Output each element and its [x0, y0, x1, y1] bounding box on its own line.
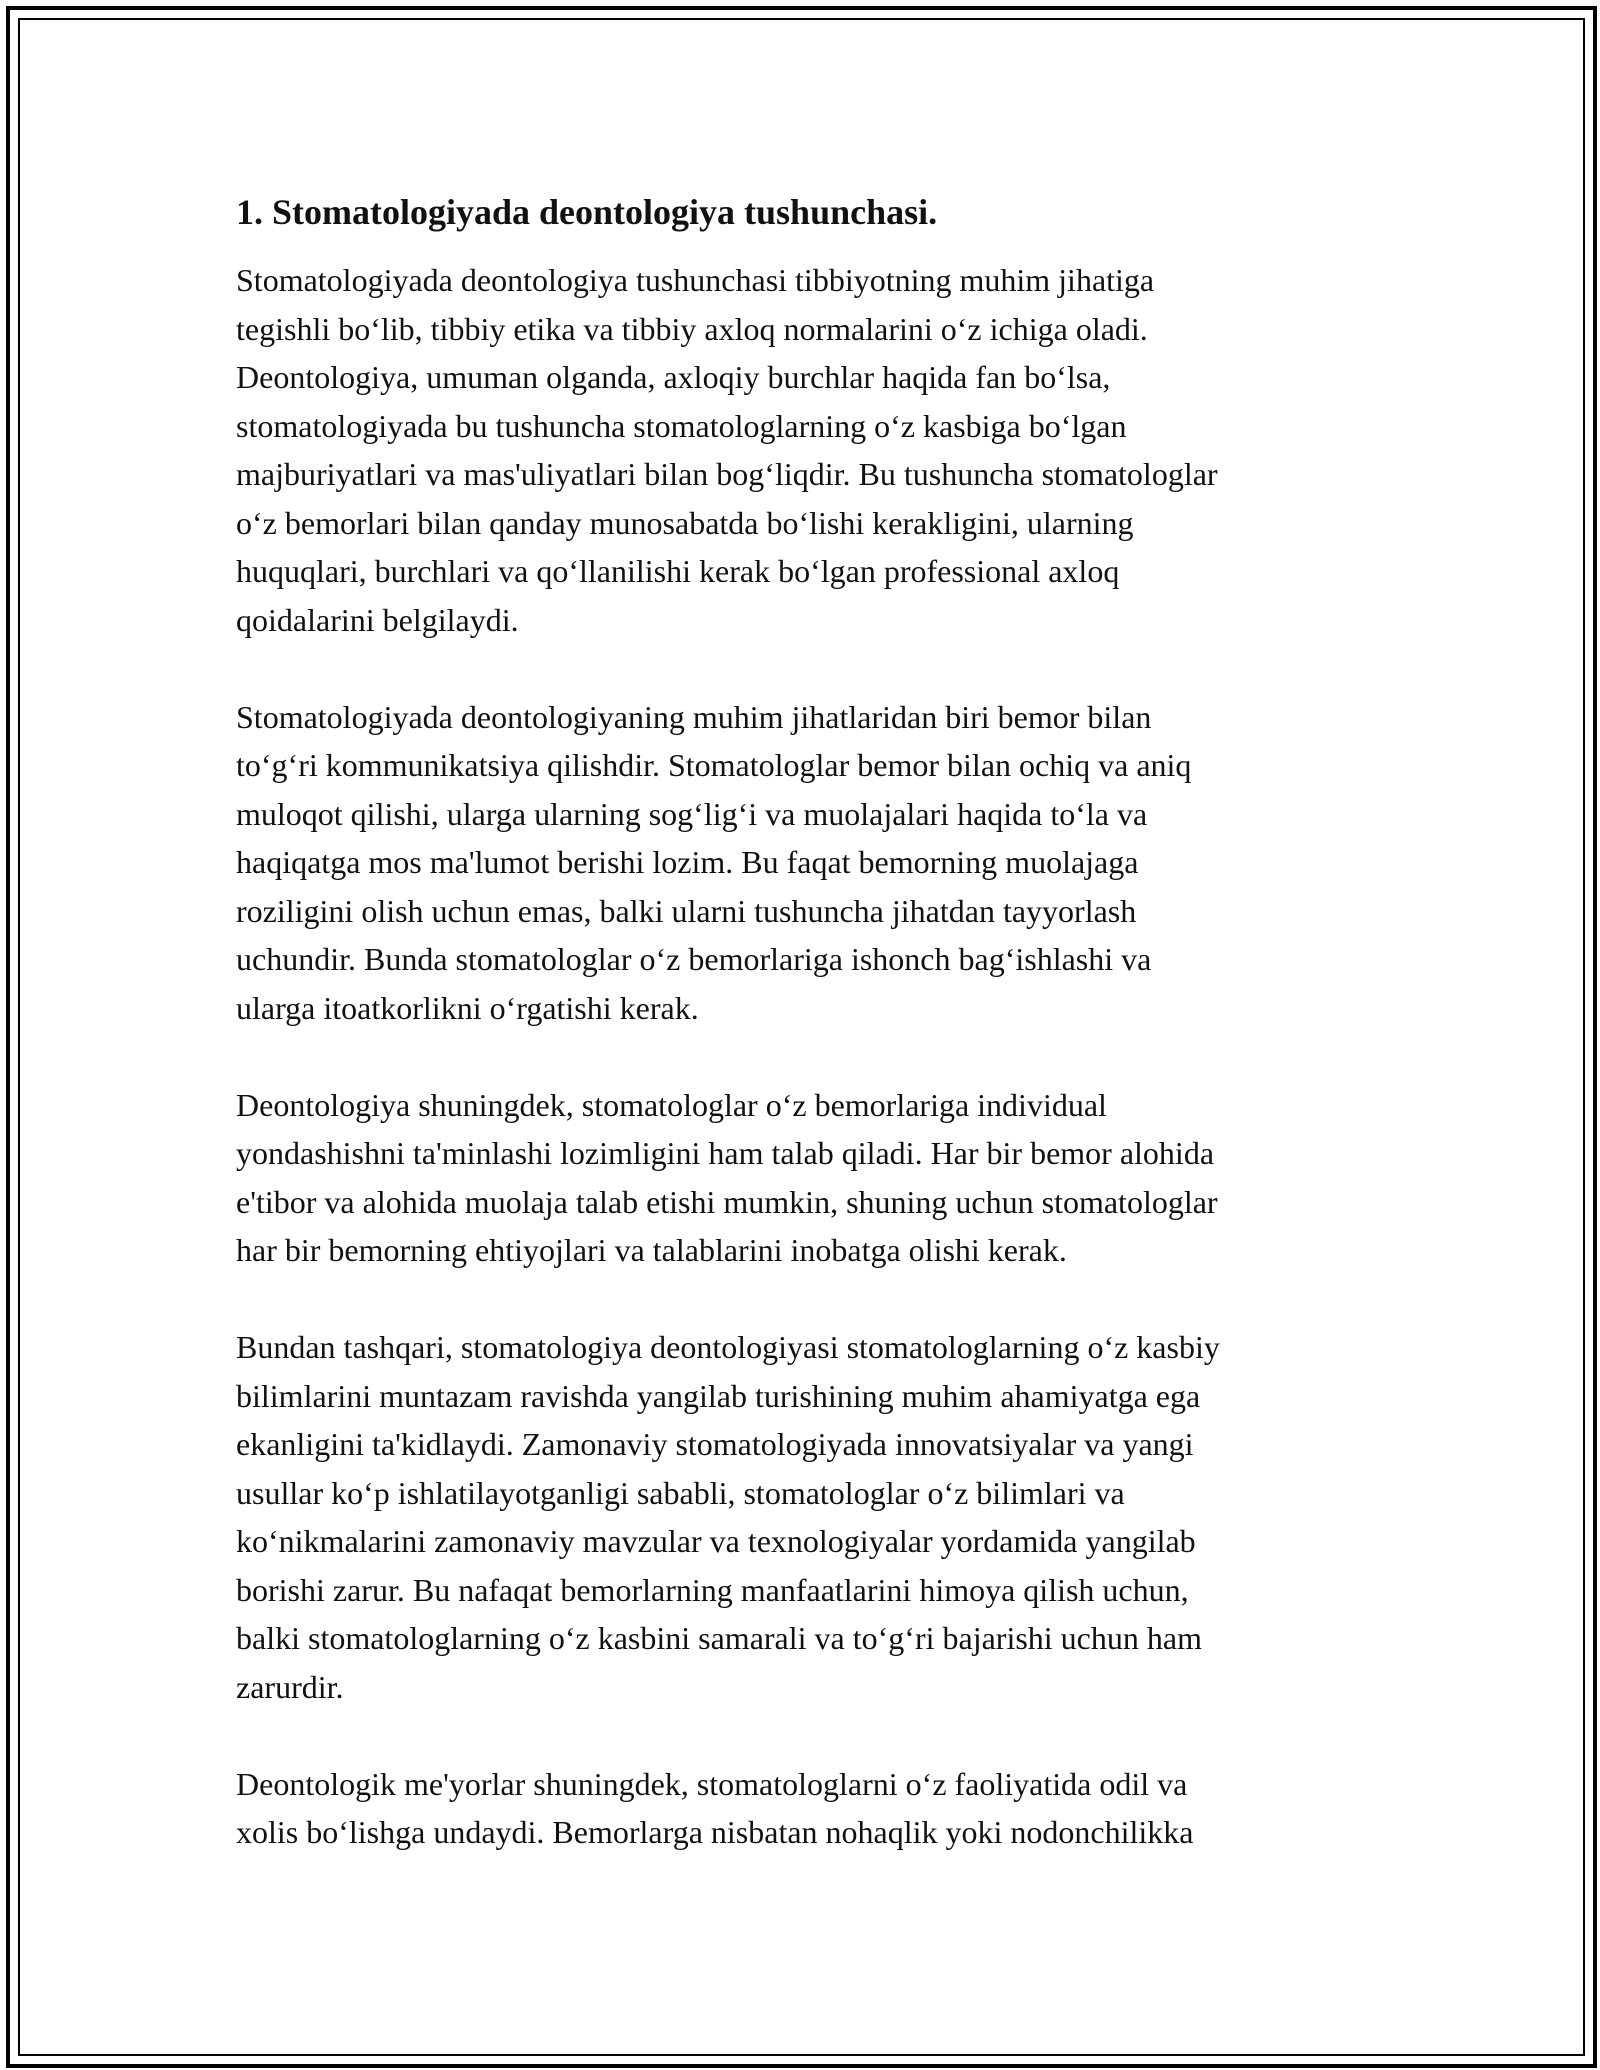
text-line: ekanligini ta'kidlaydi. Zamonaviy stomatologiyada innovatsiyalar va yangi: [236, 1426, 1194, 1462]
paragraph-4: [236, 1323, 1386, 1711]
text-line: tegishli bo‘lib, tibbiy etika va tibbiy axloq normalarini o‘z ichiga oladi.: [236, 310, 1148, 347]
text-line: Deontologiya, umuman olganda, axloqiy burchlar haqida fan bo‘lsa,: [236, 359, 1111, 395]
section-heading: 1. Stomatologiyada deontologiya tushunchasi.: [236, 192, 938, 232]
text-line: stomatologiyada bu tushuncha stomatologlarning o‘z kasbiga bo‘lgan: [236, 407, 1127, 444]
text-line: Deontologiya shuningdek, stomatologlar o‘z bemorlariga individual: [236, 1086, 1107, 1123]
text-line: roziligini olish uchun emas, balki ularni tushuncha jihatdan tayyorlash: [236, 892, 1137, 929]
text-line: Deontologik me'yorlar shuningdek, stomatologlarni o‘z faoliyatida odil va: [236, 1765, 1188, 1802]
paragraph-3: [236, 1081, 1386, 1275]
text-line: zarurdir.: [236, 1668, 344, 1705]
text-line: bilimlarini muntazam ravishda yangilab turishining muhim ahamiyatga ega: [236, 1377, 1201, 1414]
text-line: to‘g‘ri kommunikatsiya qilishdir. Stomatologlar bemor bilan ochiq va aniq: [236, 747, 1192, 783]
text-line: har bir bemorning ehtiyojlari va talablarini inobatga olishi kerak.: [236, 1232, 1067, 1268]
text-line: qoidalarini belgilaydi.: [236, 601, 519, 638]
paragraph-2: [236, 693, 1386, 1033]
text-line: Bundan tashqari, stomatologiya deontologiyasi stomatologlarning o‘z kasbiy: [236, 1329, 1220, 1365]
text-line: muloqot qilishi, ularga ularning sog‘lig‘i va muolajalari haqida to‘la va: [236, 795, 1148, 832]
text-line: majburiyatlari va mas'uliyatlari bilan bog‘liqdir. Bu tushuncha stomatologlar: [236, 456, 1218, 492]
text-line: o‘z bemorlari bilan qanday munosabatda bo‘lishi kerakligini, ularning: [236, 504, 1134, 541]
text-line: e'tibor va alohida muolaja talab etishi mumkin, shuning uchun stomatologlar: [236, 1183, 1218, 1220]
text-line: xolis bo‘lishga undaydi. Bemorlarga nisbatan nohaqlik yoki nodonchilikka: [236, 1814, 1194, 1850]
text-line: yondashishni ta'minlashi lozimligini ham talab qiladi. Har bir bemor alohida: [236, 1135, 1215, 1171]
paragraph-5: [236, 1760, 1386, 1857]
text-line: Stomatologiyada deontologiya tushunchasi tibbiyotning muhim jihatiga: [236, 262, 1155, 298]
text-line: Stomatologiyada deontologiyaning muhim jihatlaridan biri bemor bilan: [236, 698, 1152, 735]
text-line: ko‘nikmalarini zamonaviy mavzular va texnologiyalar yordamida yangilab: [236, 1523, 1196, 1559]
text-line: uchundir. Bunda stomatologlar o‘z bemorlariga ishonch bag‘ishlashi va: [236, 941, 1152, 977]
text-line: haqiqatga mos ma'lumot berishi lozim. Bu faqat bemorning muolajaga: [236, 844, 1139, 880]
document-body: [236, 188, 1386, 1905]
text-line: ularga itoatkorlikni o‘rgatishi kerak.: [236, 989, 699, 1026]
paragraph-1: [236, 256, 1386, 644]
text-line: borishi zarur. Bu nafaqat bemorlarning manfaatlarini himoya qilish uchun,: [236, 1571, 1189, 1608]
text-line: usullar ko‘p ishlatilayotganligi sababli, stomatologlar o‘z bilimlari va: [236, 1474, 1125, 1511]
text-line: huquqlari, burchlari va qo‘llanilishi kerak bo‘lgan professional axloq: [236, 553, 1120, 589]
text-line: balki stomatologlarning o‘z kasbini samarali va to‘g‘ri bajarishi uchun ham: [236, 1620, 1202, 1656]
